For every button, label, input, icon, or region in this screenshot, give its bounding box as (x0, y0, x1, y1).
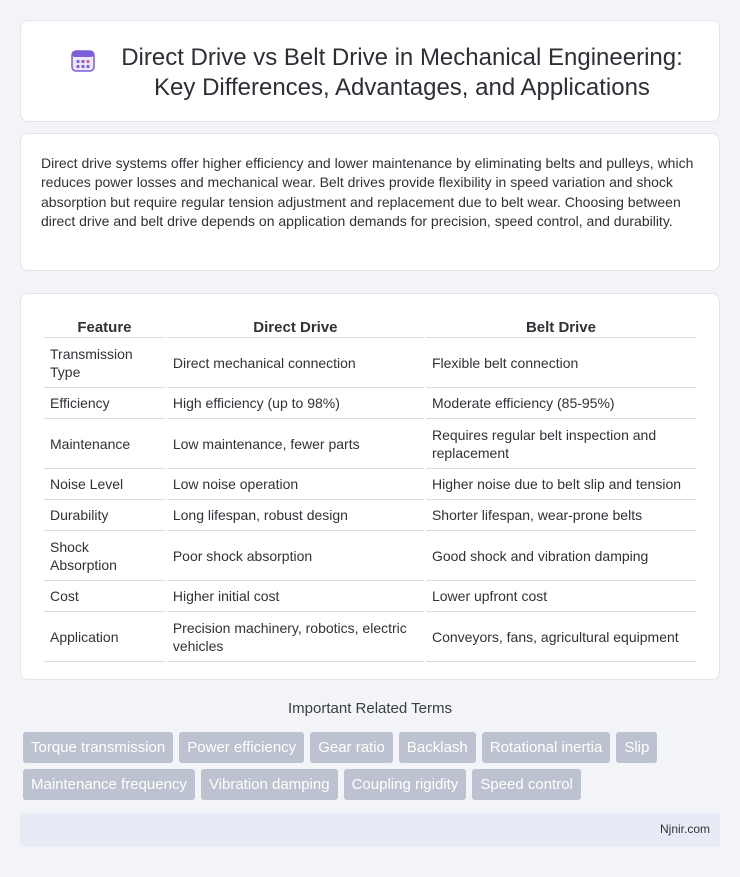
table-cell: Shock Absorption (44, 531, 165, 581)
table-row (44, 388, 696, 419)
comparison-table (42, 316, 698, 662)
tag-speed-control[interactable]: Speed control (472, 769, 581, 800)
tag-slip[interactable]: Slip (616, 732, 657, 763)
summary-card (20, 133, 720, 271)
table-cell: Higher noise due to belt slip and tension (426, 469, 696, 500)
table-row (44, 469, 696, 500)
header-feature: Feature (44, 316, 165, 338)
tag-maintenance-frequency[interactable]: Maintenance frequency (23, 769, 195, 800)
tag-power-efficiency[interactable]: Power efficiency (179, 732, 304, 763)
table-row (44, 500, 696, 531)
tag-rotational-inertia[interactable]: Rotational inertia (482, 732, 611, 763)
page-title: Direct Drive vs Belt Drive in Mechanical Engineering: Key Differences, Advantages, and Applications (121, 44, 683, 101)
tag-vibration-damping[interactable]: Vibration damping (201, 769, 338, 800)
table-cell: Low maintenance, fewer parts (167, 419, 424, 469)
header-belt-drive: Belt Drive (426, 316, 696, 338)
footer-site-link[interactable]: Njnir.com (659, 822, 710, 836)
table-cell: Shorter lifespan, wear-prone belts (426, 500, 696, 531)
table-cell: Conveyors, fans, agricultural equipment (426, 612, 696, 662)
related-terms-tags (23, 732, 723, 806)
table-cell: Higher initial cost (167, 581, 424, 612)
table-cell: Cost (44, 581, 165, 612)
header-direct-drive: Direct Drive (167, 316, 424, 338)
table-cell: Moderate efficiency (85-95%) (426, 388, 696, 419)
table-cell: High efficiency (up to 98%) (167, 388, 424, 419)
table-header-row (44, 316, 696, 338)
table-cell: Requires regular belt inspection and replacement (426, 419, 696, 469)
table-cell: Long lifespan, robust design (167, 500, 424, 531)
summary-text: Direct drive systems offer higher efficiency and lower maintenance by eliminating belts and pulleys, which reduces power losses and mechanical wear. Belt drives provide flexibility in speed variation and shock absorption but require regular tension adjustment and replacement due to belt wear. Choosing between direct drive and belt drive depends on application demands for precision, speed control, and durability. (41, 155, 694, 230)
table-row (44, 581, 696, 612)
table-cell: Durability (44, 500, 165, 531)
table-cell: Lower upfront cost (426, 581, 696, 612)
table-cell: Application (44, 612, 165, 662)
table-row (44, 612, 696, 662)
table-row (44, 419, 696, 469)
table-cell: Efficiency (44, 388, 165, 419)
comparison-table-card (20, 293, 720, 680)
table-row (44, 338, 696, 388)
tag-torque-transmission[interactable]: Torque transmission (23, 732, 173, 763)
calendar-icon (69, 46, 97, 74)
table-cell: Flexible belt connection (426, 338, 696, 388)
table-cell: Precision machinery, robotics, electric vehicles (167, 612, 424, 662)
tag-gear-ratio[interactable]: Gear ratio (310, 732, 393, 763)
table-cell: Low noise operation (167, 469, 424, 500)
table-cell: Transmission Type (44, 338, 165, 388)
table-cell: Direct mechanical connection (167, 338, 424, 388)
title-card (20, 20, 720, 122)
table-cell: Noise Level (44, 469, 165, 500)
tag-backlash[interactable]: Backlash (399, 732, 476, 763)
footer (20, 813, 720, 847)
tag-coupling-rigidity[interactable]: Coupling rigidity (344, 769, 467, 800)
table-cell: Good shock and vibration damping (426, 531, 696, 581)
table-row (44, 531, 696, 581)
related-terms-title: Important Related Terms (288, 700, 452, 717)
table-cell: Maintenance (44, 419, 165, 469)
table-cell: Poor shock absorption (167, 531, 424, 581)
